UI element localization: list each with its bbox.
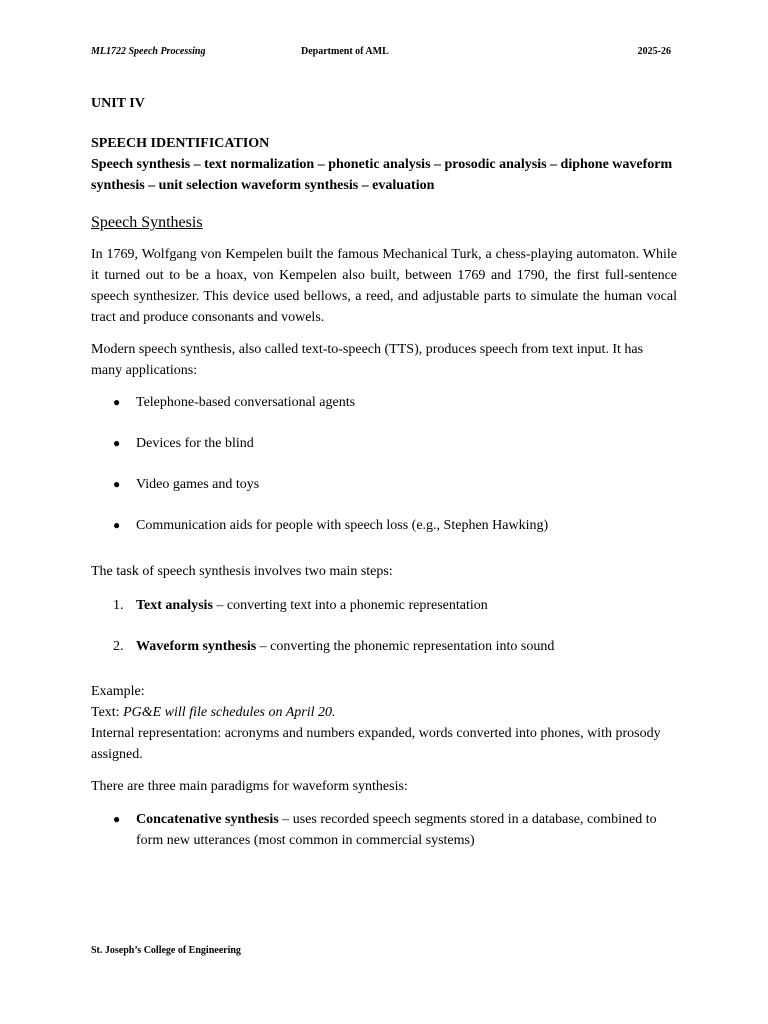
bullet-icon: ●	[113, 477, 121, 491]
history-paragraph: In 1769, Wolfgang von Kempelen built the famous Mechanical Turk, a chess-playing automaton. While it turned out to be a hoax, von Kempelen also built, between 1769 and 1790, the first full-sentence speech synthesizer. This device used bellows, a reed, and adjustable parts to simulate the human vocal tract and produce consonants and vowels.	[91, 247, 677, 325]
course-name: ML1722 Speech Processing	[91, 46, 206, 57]
list-item: ● Video games and toys	[91, 474, 677, 495]
example-label: Example:	[91, 684, 145, 699]
academic-year: 2025-26	[637, 46, 671, 57]
department-name: Department of AML	[301, 46, 389, 57]
example-block	[91, 681, 677, 765]
example-text: Text: PG&E will file schedules on April 20.	[91, 705, 336, 720]
example-internal: Internal representation: acronyms and numbers expanded, words converted into phones, with prosody assigned.	[91, 726, 661, 762]
list-item: 1. Text analysis – converting text into a phonemic representation	[113, 598, 488, 613]
paradigms-intro: There are three main paradigms for waveform synthesis:	[91, 779, 408, 794]
unit-title: UNIT IV	[91, 96, 145, 111]
list-item: ● Devices for the blind	[91, 433, 677, 454]
tts-paragraph: Modern speech synthesis, also called text-to-speech (TTS), produces speech from text input. It has many applications:	[91, 342, 644, 378]
page-footer: St. Joseph’s College of Engineering	[91, 945, 241, 956]
section-topics: Speech synthesis – text normalization – phonetic analysis – prosodic analysis – diphone waveform synthesis – unit selection waveform synthesis – evaluation	[91, 157, 673, 193]
steps-list	[91, 595, 677, 657]
page-header	[91, 46, 671, 62]
bullet-icon: ●	[113, 812, 121, 826]
list-item: 2. Waveform synthesis – converting the phonemic representation into sound	[113, 639, 555, 654]
applications-list	[91, 392, 677, 536]
paradigms-list	[91, 809, 677, 851]
list-item: ● Communication aids for people with speech loss (e.g., Stephen Hawking)	[91, 515, 677, 536]
list-item: ● Telephone-based conversational agents	[91, 392, 677, 413]
list-item: ● Concatenative synthesis – uses recorded speech segments stored in a database, combined to form new utterances (most common in commercial systems)	[91, 809, 677, 851]
document-body	[91, 93, 677, 871]
section-title: SPEECH IDENTIFICATION	[91, 136, 270, 151]
bullet-icon: ●	[113, 395, 121, 409]
bullet-icon: ●	[113, 518, 121, 532]
bullet-icon: ●	[113, 436, 121, 450]
steps-intro: The task of speech synthesis involves two main steps:	[91, 564, 393, 579]
speech-synthesis-heading: Speech Synthesis	[91, 214, 203, 231]
